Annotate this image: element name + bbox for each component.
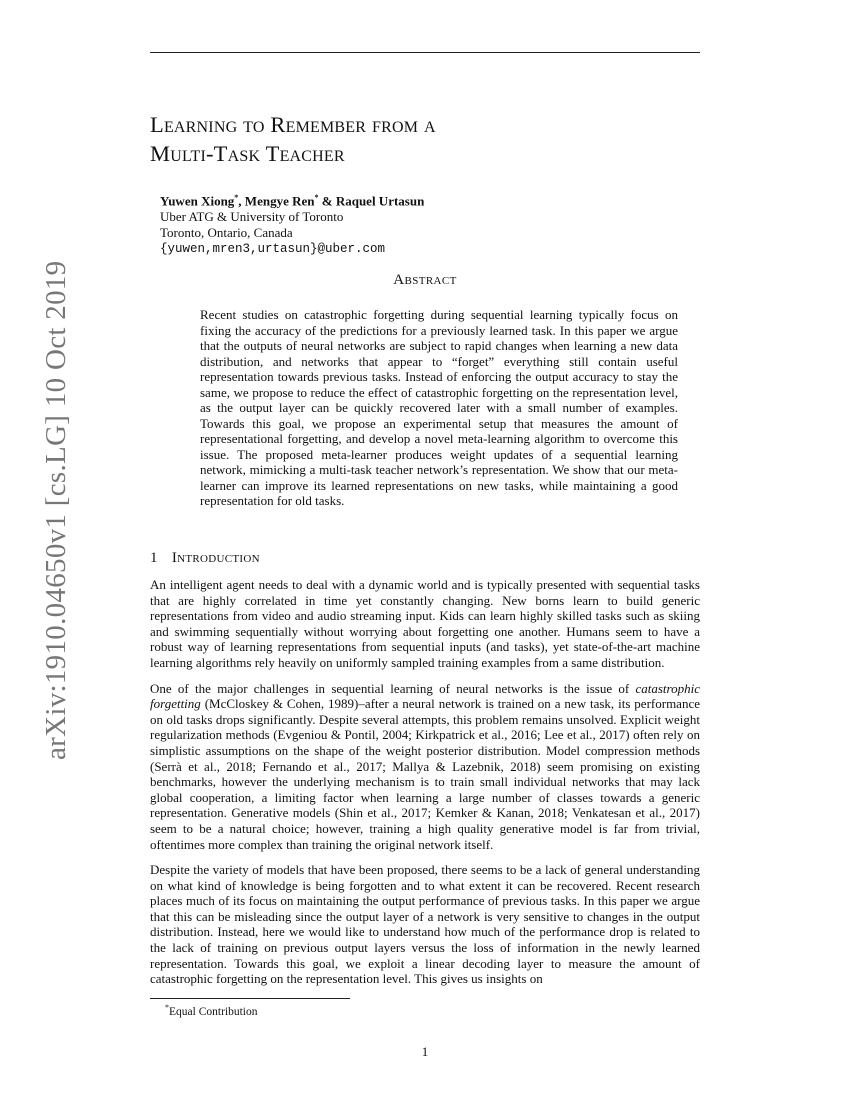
section-number: 1 — [150, 550, 158, 566]
introduction-body — [150, 577, 700, 997]
title-line-2: Multi-Task Teacher — [150, 141, 345, 166]
paper-title — [150, 110, 710, 168]
emphasis-term: catastrophic forgetting — [150, 680, 700, 712]
author-email: {yuwen,mren3,urtasun}@uber.com — [160, 242, 386, 257]
intro-paragraph-3: Despite the variety of models that have been proposed, there seems to be a lack of general understanding on what kind of knowledge is being forgotten and to what extent it can be recovered. Recent research places much of its focus on maintaining the output performance of previous tasks. In this paper we argue that this can be misleading since the output layer of a network is very sensitive to changes in the output distribution. Instead, here we would like to understand how much of the performance drop is related to the lack of training on previous output layers versus the loss of information in the newly learned representation. Towards this goal, we exploit a linear decoding layer to measure the amount of catastrophic forgetting on the representation level. This gives us insights on — [150, 862, 700, 987]
author-location: Toronto, Ontario, Canada — [160, 225, 293, 241]
header-rule — [150, 52, 700, 53]
author-block — [160, 190, 424, 257]
equal-contribution-marker-2: * — [314, 193, 319, 202]
arxiv-stamp: arXiv:1910.04650v1 [cs.LG] 10 Oct 2019 — [40, 260, 72, 760]
footnote-marker: * — [165, 1003, 169, 1012]
author-affiliation: Uber ATG & University of Toronto — [160, 209, 344, 225]
abstract-heading: Abstract — [393, 272, 457, 288]
author-2: Mengye Ren — [244, 193, 315, 209]
equal-contribution-marker-1: * — [234, 193, 239, 202]
intro-paragraph-1: An intelligent agent needs to deal with a dynamic world and is typically presented with sequential tasks that are highly correlated in time yet constantly changing. New borns learn to build generic representations from video and audio streaming input. Kids can learn highly skilled tasks such as skiing and swimming sequentially without worrying about forgetting one another. Humans seem to have a robust way of learning representations from sequential inputs (and tasks), yet state-of-the-art machine learning algorithms rely heavily on uniformly sampled training examples from a same distribution. — [150, 577, 700, 670]
title-line-1: Learning to Remember from a — [150, 112, 436, 137]
footnote-text: Equal Contribution — [169, 1005, 258, 1018]
section-heading — [150, 550, 260, 567]
footnote — [165, 1003, 257, 1018]
author-3: Raquel Urtasun — [335, 193, 425, 209]
section-title: Introduction — [171, 550, 260, 566]
intro-paragraph-2: One of the major challenges in sequential learning of neural networks is the issue of catastrophic forgetting (McCloskey & Cohen, 1989)–after a neural network is trained on a new task, its performance on old tasks drops significantly. Despite several attempts, this problem remains unsolved. Explicit weight regularization methods (Evgeniou & Pontil, 2004; Kirkpatrick et al., 2016; Lee et al., 2017) often rely on simplistic assumptions on the shape of the weight posterior distribution. Model compression methods (Serrà et al., 2018; Fernando et al., 2017; Mallya & Lazebnik, 2018) seem promising on existing benchmarks, however the underlying mechanism is to train small individual networks that may lack global cooperation, a limiting factor when learning a large number of classes towards a generic representation. Generative models (Shin et al., 2017; Kemker & Kanan, 2018; Venkatesan et al., 2017) seem to be a natural choice; however, training a high quality generative model is far from trivial, oftentimes more complex than training the original network itself. — [150, 680, 700, 852]
abstract-body: Recent studies on catastrophic forgetting during sequential learning typically focus on fixing the accuracy of the predictions for a previously learned task. In this paper we argue that the outputs of neural networks are subject to rapid changes when learning a new data distribution, and networks that appear to “forget” everything still contain useful representation towards previous tasks. Instead of enforcing the output accuracy to stay the same, we propose to reduce the effect of catastrophic forgetting on the representation level, as the output layer can be quickly recovered later with a small number of examples. Towards this goal, we propose an experimental setup that measures the amount of representational forgetting, and develop a novel meta-learning algorithm to overcome this issue. The proposed meta-learner produces weight updates of a sequential learning network, mimicking a multi-task teacher network’s representation. We show that our meta-learner can improve its learned representations on new tasks, while maintaining a good representation for old tasks. — [200, 307, 678, 508]
author-1: Yuwen Xiong — [160, 193, 235, 209]
author-names: Yuwen Xiong*, Mengye Ren* & Raquel Urtasun — [160, 193, 425, 209]
page-number: 1 — [421, 1044, 429, 1059]
footnote-rule — [150, 998, 350, 999]
